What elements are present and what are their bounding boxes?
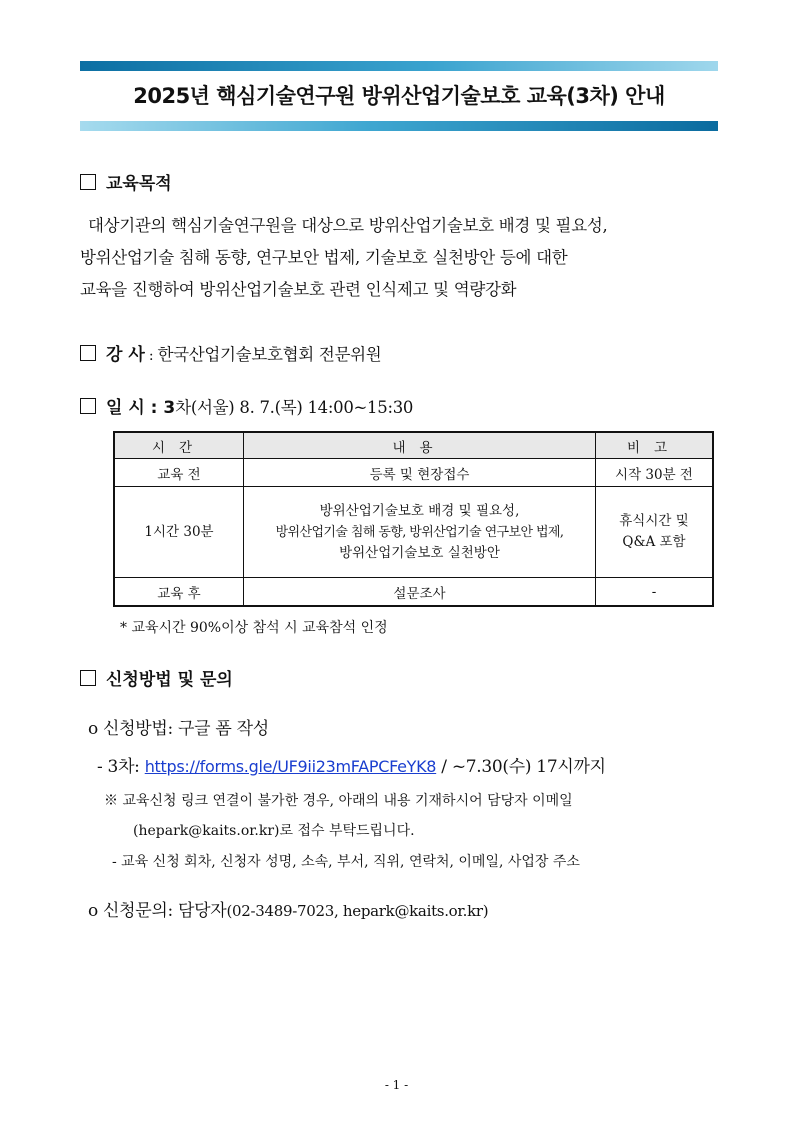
page-title: 2025년 핵심기술연구원 방위산업기술보호 교육(3차) 안내 [133,84,665,108]
purpose-line-2: 방위산업기술 침해 동향, 연구보안 법제, 기술보호 실천방안 등에 대한 [80,248,568,267]
apply-round-line: - 3차: https://forms.gle/UF9ii23mFAPCFeYK8 / ~7.30(수) 17시까지 [97,757,606,777]
apply-contact: o 신청문의: 담당자(02-3489-7023, hepark@kaits.or.kr) [88,901,489,921]
table-header-time: 시간 [114,432,244,459]
table-cell-note: 시작 30분 전 [596,459,714,487]
schedule-table [113,431,714,607]
table-header-content: 내용 [244,432,596,459]
checkbox-square-icon [80,670,96,686]
section-instructor: 강 사 : 한국산업기술보호협회 전문위원 [80,340,381,365]
title-bar-top [80,61,718,71]
google-form-link[interactable]: https://forms.gle/UF9ii23mFAPCFeYK8 [144,757,437,776]
table-row [114,578,713,607]
section-apply-heading: 신청방법 및 문의 [80,665,233,690]
purpose-line-3: 교육을 진행하여 방위산업기술보호 관련 인식제고 및 역량강화 [80,280,517,299]
table-cell-content: 등록 및 현장접수 [244,459,596,487]
section-schedule: 일 시 : 3차(서울) 8. 7.(목) 14:00~15:30 [80,393,413,418]
checkbox-square-icon [80,174,96,190]
table-cell-content: 방위산업기술보호 배경 및 필요성, 방위산업기술 침해 동향, 방위산업기술 연구보안 법제, 방위산업기술보호 실천방안 [244,487,596,578]
apply-notice-line-1: ※ 교육신청 링크 연결이 불가한 경우, 아래의 내용 기재하시어 담당자 이메일 [104,793,573,809]
table-cell-time: 교육 후 [114,578,244,607]
table-cell-note: 휴식시간 및 Q&A 포함 [596,487,714,578]
table-cell-note: - [596,578,714,607]
apply-method: o 신청방법: 구글 폼 작성 [88,719,269,739]
table-header-row [114,432,713,459]
schedule-value: 차(서울) 8. 7.(목) 14:00~15:30 [175,398,414,417]
checkbox-square-icon [80,345,96,361]
table-cell-content: 설문조사 [244,578,596,607]
table-row [114,487,713,578]
apply-fields: - 교육 신청 회차, 신청자 성명, 소속, 부서, 직위, 연락처, 이메일, 사업장 주소 [112,854,580,870]
section-purpose-heading: 교육목적 [80,169,172,194]
table-cell-time: 1시간 30분 [114,487,244,578]
instructor-value: 한국산업기술보호협회 전문위원 [157,345,382,364]
checkbox-square-icon [80,398,96,414]
title-bar-bottom [80,121,718,131]
schedule-round: 3 [163,398,176,418]
table-header-note: 비고 [596,432,714,459]
table-row [114,459,713,487]
apply-notice-line-2: (hepark@kaits.or.kr)로 접수 부탁드립니다. [133,823,415,839]
purpose-line-1: 대상기관의 핵심기술연구원을 대상으로 방위산업기술보호 배경 및 필요성, [88,216,608,235]
table-cell-time: 교육 전 [114,459,244,487]
attendance-note: * 교육시간 90%이상 참석 시 교육참석 인정 [120,620,388,636]
page-number: - 1 - [384,1078,409,1092]
